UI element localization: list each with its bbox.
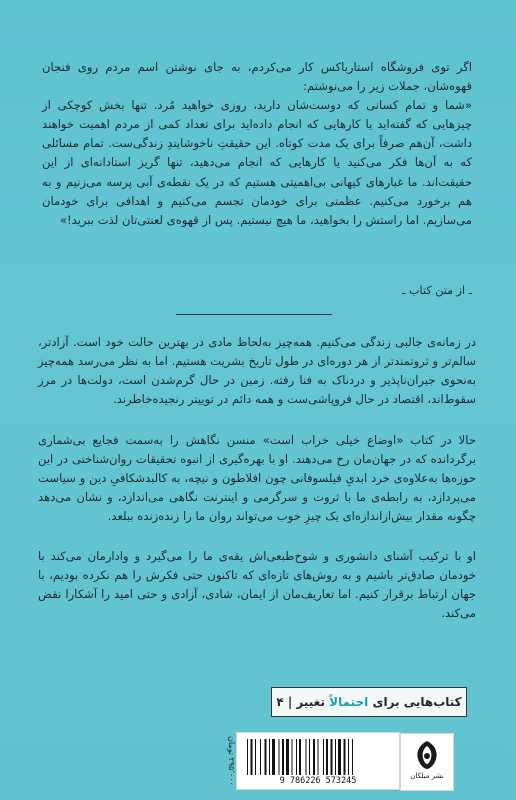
publisher-name: نشر میلکان xyxy=(410,772,444,780)
body-paragraph-3: او با ترکیب آشنای دانشوری و شوخ‌طبعی‌اش یقه‌ی ما را می‌گیرد و وادارمان می‌کند با خودمان صادق‌تر باشیم و به روش‌های تازه‌ای که تاکنون حتی فکرش را هم نکرده بودیم، با جهان ارتباط برقرار کنیم. اما تعاریف‌مان از ایمان، شادی، آزادی و حتی امید را آشکارا نقض می‌کند. xyxy=(38,549,476,621)
series-prefix: کتاب‌هایی برای xyxy=(372,695,462,709)
barcode xyxy=(236,732,400,790)
series-accent: احتمالاً xyxy=(329,695,369,709)
body-paragraph-1: در زمانه‌ی جالبی زندگی می‌کنیم. همه‌چیز به‌لحاظ مادی در بهترین حالت خود است. آزادتر، سالم‌تر و ثروتمندتر از هر دوره‌ای در طول تاریخ بشریت هستیم. اما به نظر می‌رسد همه‌چیز به‌نحوی جبران‌ناپذیر و دردناک به فنا رفته. زمین در حال گرم‌شدن است، دولت‌ها در مرز سقوط‌اند، اقتصاد در حال فروپاشی‌ست و همه دائم در توییتر رنجیده‌خاطرند. xyxy=(38,335,476,407)
price-label: ۲۹۵٬۰۰۰ تومان xyxy=(227,736,236,786)
isbn-number: 9 786226 573245 xyxy=(279,776,357,786)
publisher-logo xyxy=(400,733,454,791)
series-suffix: تغییر | ۴ xyxy=(276,695,325,709)
divider-line xyxy=(176,314,332,315)
body-paragraph-2: حالا در کتاب «اوضاع خیلی خراب است» منسن نگاهش را به‌سمت فجایع بی‌شماری برگردانده که در جهان‌مان رخ می‌دهند. او با بهره‌گیری از انبوه تحقیقات روان‌شناختی در این حوزه‌ها به‌علاوه‌ی خرد ابدیِ فیلسوفانی چون افلاطون و نیچه، به کالبدشکافیِ دین و سیاست می‌پردازد، به رابطه‌ی ما با ثروت و سرگرمی و اینترنت نگاهی می‌اندازد، و نشان می‌دهد چگونه مقدار بیش‌ازاندازه‌ای یک چیزِ خوب می‌تواند روان ما را زنده‌زنده ببلعد. xyxy=(38,433,476,524)
quote-source: ـ از متن کتاب ـ xyxy=(402,284,472,297)
publisher-logo-icon xyxy=(412,739,442,771)
series-label xyxy=(271,687,467,717)
barcode-bars-icon xyxy=(245,739,391,775)
quote-paragraph: اگر توی فروشگاه استارباکس کار می‌کردم، به جای نوشتن اسم مردم روی فنجان قهوه‌شان، جملات زیر را می‌نوشتم: «شما و تمام کسانی که دوست‌شان دارید، روزی خواهید مُرد. تنها بخش کوچکی از چیزهایی که گفته‌اید یا کارهایی که انجام داده‌اید برای تعداد کمی از مردم اهمیت خواهند داشت، آن‌هم صرفاً برای یک مدت کوتاه. این حقیقتِ ناخوشایندِ زندگی‌ست. تمام مسائلی که به آن‌ها فکر می‌کنید یا کارهایی که انجام می‌دهید، تنها گریز استادانه‌ای از این حقیقت‌اند. ما غبارهای کیهانی بی‌اهمیتی هستیم که در یک نقطه‌ی آبی پرسه می‌زنیم و به هم برخورد می‌کنیم. عظمتی برای خودمان تجسم می‌کنیم و اهدافی برای خودمان می‌سازیم. اما راستش را بخواهید، ما هیچ نیستیم. پس از قهوه‌ی لعنتی‌تان لذت ببرید!» xyxy=(42,60,472,227)
